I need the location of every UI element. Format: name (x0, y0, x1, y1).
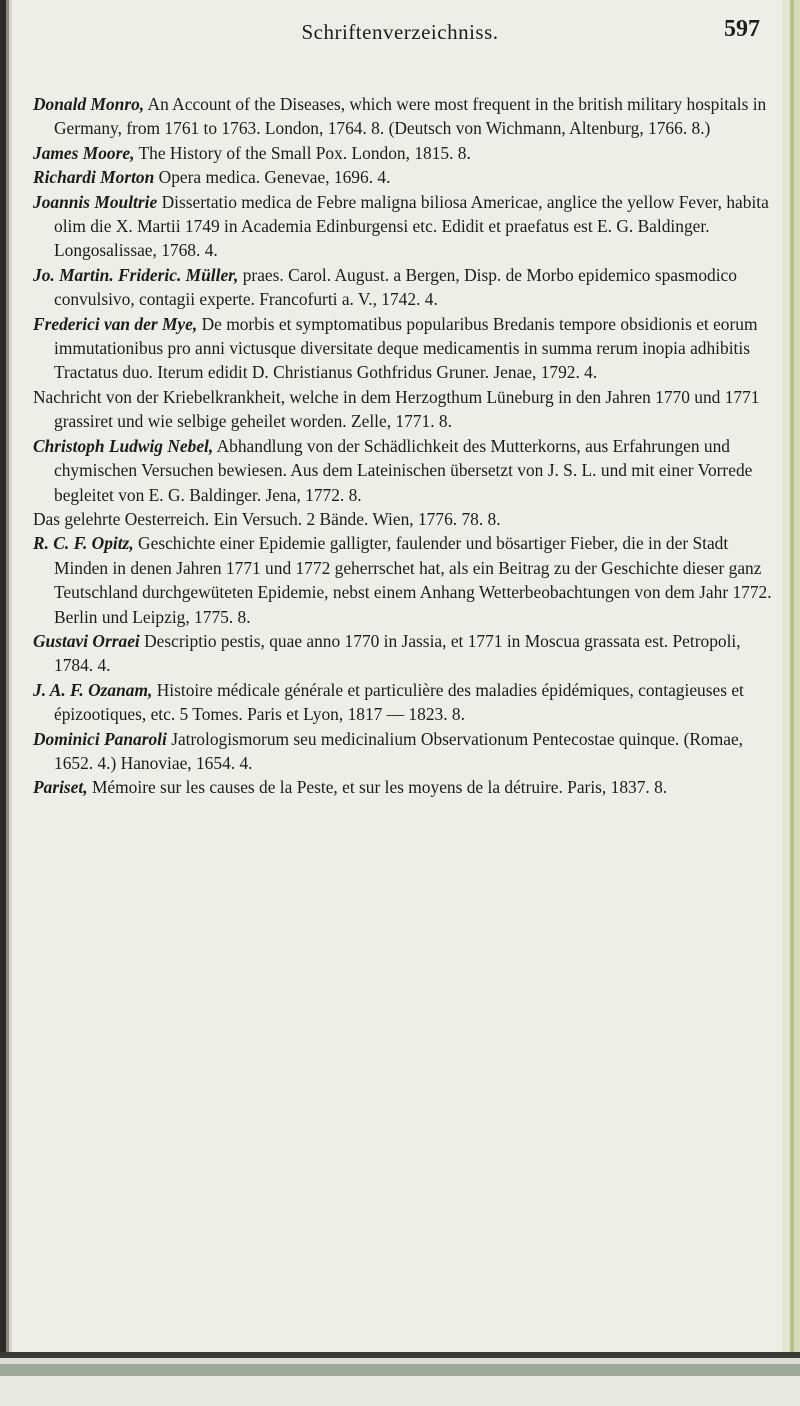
bibliography-entry (33, 190, 773, 263)
entry-author: Donald Monro, (33, 94, 145, 114)
entry-author: Gustavi Orraei (33, 630, 140, 651)
entry-author: Joannis Moultrie (33, 191, 158, 212)
entry-author: Christoph Ludwig Nebel, (33, 435, 214, 456)
entry-author: James Moore, (33, 142, 135, 163)
bibliography-entry (33, 775, 773, 799)
entry-author: Dominici Panaroli (33, 728, 167, 749)
entry-text: An Account of the Diseases, which were most frequent in the british military hospitals in Germany, from 1761 to 1763. London, 1764. 8. (Deutsch von Wichmann, Altenburg, 1766. 8.) (54, 94, 767, 139)
entry-text: De morbis et symptomatibus popularibus Bredanis tempore obsidionis et eorum immutationibus pro anni victusque diversitate deque medicamentis in summa rerum inopia adhibitis Tractatus duo. Iterum edidit D. Christianus Gothfridus Gruner. Jenae, 1792. 4. (54, 313, 758, 383)
bibliography-list (33, 92, 773, 800)
bibliography-entry (33, 141, 773, 165)
bibliography-entry (33, 678, 773, 727)
entry-text: Das gelehrte Oesterreich. Ein Versuch. 2 Bände. Wien, 1776. 78. 8. (33, 508, 501, 529)
entry-text: Opera medica. Genevae, 1696. 4. (158, 167, 391, 188)
entry-text: Geschichte einer Epidemie galligter, faulender und bösartiger Fieber, die in der Stadt Minden in denen Jahren 1771 und 1772 geherrschet hat, als ein Beitrag zu der Geschichte dieser ganz Teutschland durchgewüteten Epidemie, nebst einem Anhang Wetterbeobachtungen von dem Jahr 1772. Berlin und Leipzig, 1775. 8. (54, 533, 772, 627)
bibliography-entry (33, 385, 773, 434)
bibliography-entry (33, 312, 773, 385)
entry-text: Nachricht von der Kriebelkrankheit, welche in dem Herzogthum Lüneburg in den Jahren 1770 und 1771 grassiret und wie selbige geheilet worden. Zelle, 1771. 8. (33, 386, 760, 432)
entry-text: Abhandlung von der Schädlichkeit des Mutterkorns, aus Erfahrungen und chymischen Versuchen bewiesen. Aus dem Lateinischen übersetzt von J. S. L. und mit einer Vorrede begleitet von E. G. Baldinger. Jena, 1772. 8. (54, 435, 753, 505)
bibliography-entry (33, 263, 773, 312)
entry-text: Jatrologismorum seu medicinalium Observationum Pentecostae quinque. (Romae, 1652. 4.) Hanoviae, 1654. 4. (54, 728, 744, 773)
entry-text: Histoire médicale générale et particulière des maladies épidémiques, contagieuses et épizootiques, etc. 5 Tomes. Paris et Lyon, 1817 — 1823. 8. (54, 679, 744, 725)
scan-bottom-edge (0, 1352, 800, 1406)
entry-author: Frederici van der Mye, (33, 313, 198, 334)
entry-author: R. C. F. Opitz, (33, 533, 134, 554)
entry-author: J. A. F. Ozanam, (33, 679, 153, 700)
bibliography-entry (33, 727, 773, 776)
bibliography-entry (33, 629, 773, 678)
page-header (0, 12, 800, 52)
entry-text: Descriptio pestis, quae anno 1770 in Jassia, et 1771 in Moscua grassata est. Petropoli, 1784. 4. (54, 630, 741, 676)
entry-text: Dissertatio medica de Febre maligna biliosa Americae, anglice the yellow Fever, habita olim die X. Martii 1749 in Academia Edinburgensi etc. Edidit et praefatus est E. G. Baldinger. Longosalissae, 1768. 4. (54, 191, 769, 261)
bibliography-entry (33, 531, 773, 629)
entry-author: Jo. Martin. Frideric. Müller, (33, 264, 239, 285)
entry-author: Pariset, (33, 777, 88, 798)
entry-text: Mémoire sur les causes de la Peste, et sur les moyens de la détruire. Paris, 1837. 8. (91, 777, 668, 798)
bibliography-entry (33, 165, 773, 189)
entry-text: praes. Carol. August. a Bergen, Disp. de Morbo epidemico spasmodico convulsivo, contagii experte. Francofurti a. V., 1742. 4. (54, 264, 737, 310)
page-right-edge (782, 0, 800, 1406)
bibliography-entry (33, 434, 773, 507)
bibliography-entry (33, 507, 773, 531)
page-number: 597 (724, 16, 760, 42)
entry-text: The History of the Small Pox. London, 1815. 8. (138, 142, 471, 163)
bibliography-entry (33, 92, 773, 141)
entry-author: Richardi Morton (33, 167, 155, 188)
page-binding-edge (0, 0, 12, 1406)
running-title: Schriftenverzeichniss. (301, 20, 499, 44)
